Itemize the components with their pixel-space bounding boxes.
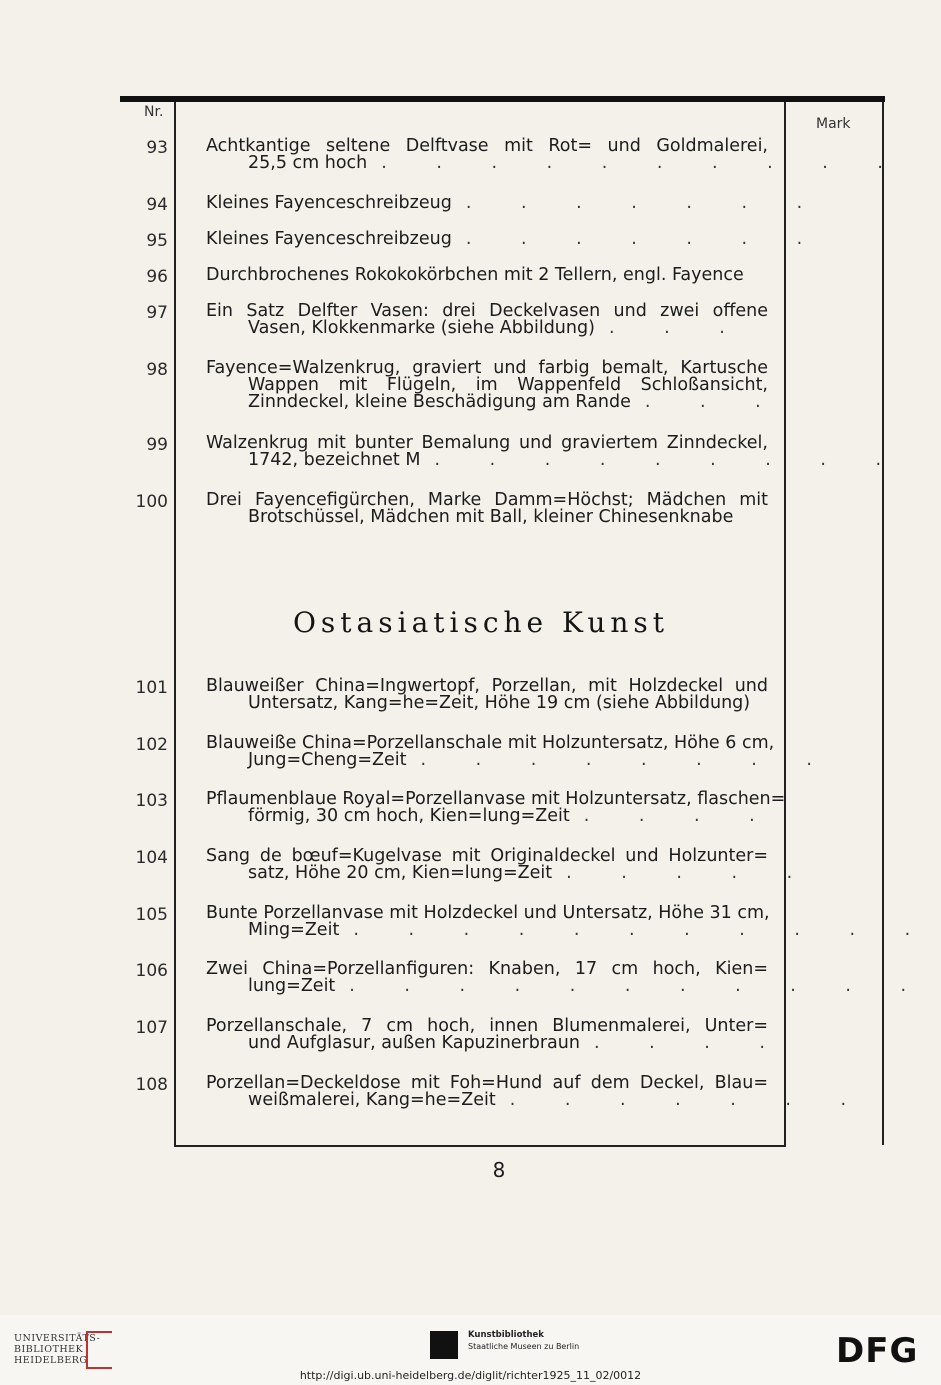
entry-text-line: Vasen, Klokkenmarke (siehe Abbildung) . . . bbox=[248, 318, 747, 338]
entry-text-line: satz, Höhe 20 cm, Kien=lung=Zeit . . . . . bbox=[248, 863, 815, 883]
entry-text-line: Ming=Zeit . . . . . . . . . . . bbox=[248, 920, 933, 940]
entry-text-line: förmig, 30 cm hoch, Kien=lung=Zeit . . . . bbox=[248, 806, 777, 826]
entry-number: 101 bbox=[135, 678, 168, 698]
kunstbibliothek-text: Kunstbibliothek Staatliche Museen zu Berlin bbox=[468, 1330, 580, 1351]
entry-text-line: 25,5 cm hoch . . . . . . . . . . bbox=[248, 153, 905, 173]
leader-dots: . . . . . bbox=[566, 863, 815, 883]
entry-number: 94 bbox=[146, 195, 168, 215]
entry-text-line: Bunte Porzellanvase mit Holzdeckel und Untersatz, Höhe 31 cm, bbox=[206, 903, 770, 923]
column-header-nr: Nr. bbox=[144, 104, 164, 120]
leader-dots: . . . . . . . bbox=[509, 1090, 869, 1110]
leader-dots: . . . . . . . . . . bbox=[381, 153, 905, 173]
entry-text-line: Ein Satz Delfter Vasen: drei Deckelvasen und zwei offene bbox=[206, 301, 768, 321]
bottom-rule bbox=[174, 1145, 786, 1147]
entry-number: 102 bbox=[135, 735, 168, 755]
entry-text-line: Blauweiße China=Porzellanschale mit Holzuntersatz, Höhe 6 cm, bbox=[206, 733, 775, 753]
entry-number: 95 bbox=[146, 231, 168, 251]
leader-dots: . . . bbox=[608, 318, 747, 338]
entry-number: 100 bbox=[135, 492, 168, 512]
entry-number: 107 bbox=[135, 1018, 168, 1038]
university-logo-icon bbox=[86, 1331, 112, 1369]
leader-dots: . . . . . . . . . . . bbox=[353, 920, 933, 940]
entry-text-line: Fayence=Walzenkrug, graviert und farbig bemalt, Kartusche bbox=[206, 358, 768, 378]
header-rule bbox=[120, 96, 885, 102]
entry-text-line: Zinndeckel, kleine Beschädigung am Rande . . . bbox=[248, 392, 783, 412]
entry-number: 106 bbox=[135, 961, 168, 981]
entry-text-line: Zwei China=Porzellanfiguren: Knaben, 17 cm hoch, Kien= bbox=[206, 959, 768, 979]
entry-text-line: weißmalerei, Kang=he=Zeit . . . . . . . bbox=[248, 1090, 869, 1110]
entry-text-line: Jung=Cheng=Zeit . . . . . . . . bbox=[248, 750, 834, 770]
permalink-url[interactable]: http://digi.ub.uni-heidelberg.de/diglit/richter1925_11_02/0012 bbox=[299, 1369, 642, 1382]
section-title: Ostasiatische Kunst bbox=[292, 606, 670, 639]
entry-text-line: Kleines Fayenceschreibzeug . . . . . . . bbox=[206, 229, 825, 249]
entry-text-line: Achtkantige seltene Delftvase mit Rot= und Goldmalerei, bbox=[206, 136, 768, 156]
entry-text-line: Kleines Fayenceschreibzeug . . . . . . . bbox=[206, 193, 825, 213]
leader-dots: . . . bbox=[644, 392, 783, 412]
entry-text-line: Durchbrochenes Rokokokörbchen mit 2 Tellern, engl. Fayence bbox=[206, 265, 744, 285]
entry-number: 98 bbox=[146, 360, 168, 380]
entry-number: 105 bbox=[135, 905, 168, 925]
leader-dots: . . . . . . . . bbox=[420, 750, 834, 770]
entry-number: 99 bbox=[146, 435, 168, 455]
entry-text-line: Sang de bœuf=Kugelvase mit Originaldeckel und Holzunter= bbox=[206, 846, 768, 866]
entry-text-line: Wappen mit Flügeln, im Wappenfeld Schloßansicht, bbox=[248, 375, 768, 395]
entry-text-line: Porzellan=Deckeldose mit Foh=Hund auf dem Deckel, Blau= bbox=[206, 1073, 768, 1093]
entry-number: 97 bbox=[146, 303, 168, 323]
entry-number: 108 bbox=[135, 1075, 168, 1095]
university-library-logo-text: UNIVERSITÄTS- BIBLIOTHEK HEIDELBERG bbox=[14, 1333, 101, 1366]
entry-text-line: 1742, bezeichnet M . . . . . . . . . bbox=[248, 450, 904, 470]
entry-text-line: Drei Fayencefigürchen, Marke Damm=Höchst; Mädchen mit bbox=[206, 490, 768, 510]
leader-dots: . . . . . . . . . . . bbox=[349, 976, 929, 996]
leader-dots: . . . . bbox=[593, 1033, 787, 1053]
dfg-logo: DFG bbox=[836, 1331, 919, 1371]
entry-text-line: Porzellanschale, 7 cm hoch, innen Blumenmalerei, Unter= bbox=[206, 1016, 768, 1036]
entry-number: 96 bbox=[146, 267, 168, 287]
entry-number: 93 bbox=[146, 138, 168, 158]
entry-text-line: Blauweißer China=Ingwertopf, Porzellan, mit Holzdeckel und bbox=[206, 676, 768, 696]
leader-dots: . . . . bbox=[583, 806, 777, 826]
entry-text-line: Untersatz, Kang=he=Zeit, Höhe 19 cm (siehe Abbildung) bbox=[248, 693, 751, 713]
entry-text-line: Brotschüssel, Mädchen mit Ball, kleiner Chinesenknabe bbox=[248, 507, 734, 527]
entry-number: 103 bbox=[135, 791, 168, 811]
kunstbibliothek-logo-icon bbox=[430, 1331, 458, 1359]
entry-text-line: Walzenkrug mit bunter Bemalung und graviertem Zinndeckel, bbox=[206, 433, 768, 453]
entry-text-line: Pflaumenblaue Royal=Porzellanvase mit Holzuntersatz, flaschen= bbox=[206, 789, 786, 809]
leader-dots: . . . . . . . . . bbox=[434, 450, 904, 470]
digitization-footer bbox=[0, 1315, 941, 1385]
leader-dots: . . . . . . . bbox=[465, 193, 825, 213]
page-number: 8 bbox=[492, 1158, 506, 1182]
entry-text-line: und Aufglasur, außen Kapuzinerbraun . . . . bbox=[248, 1033, 787, 1053]
entry-number: 104 bbox=[135, 848, 168, 868]
column-header-mark: Mark bbox=[816, 116, 851, 132]
entry-text-line: lung=Zeit . . . . . . . . . . . bbox=[248, 976, 929, 996]
leader-dots: . . . . . . . bbox=[465, 229, 825, 249]
